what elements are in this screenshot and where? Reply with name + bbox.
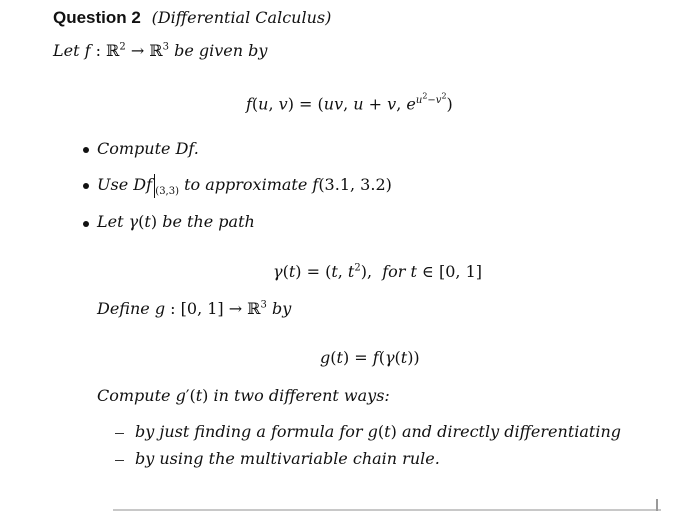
bullet-dot	[83, 221, 89, 227]
dash-marker	[115, 460, 124, 461]
bullet-dot	[83, 183, 89, 189]
definition-f: f(u, v) = (uv, u + v, $e^{u^2-v^2}$)	[246, 92, 453, 114]
bullet-path-intro: Let γ(t) be the path	[97, 212, 255, 231]
define-g: Define g : [0, 1] → ℝ$^3$ by	[97, 299, 292, 318]
method-chain-rule: by using the multivariable chain rule.	[135, 449, 440, 468]
method-direct: by just finding a formula for g(t) and directly differentiating	[135, 422, 621, 441]
question-label: Question 2	[53, 8, 141, 27]
bullet-approximate: Use Df $_{(3,3)}$ to approximate f(3.1, 3.2)	[97, 175, 392, 198]
dash-marker	[115, 433, 124, 434]
g-equation: g(t) = f(γ(t))	[320, 348, 420, 367]
intro-line: Let f : ℝ$^2$ → ℝ$^3$ be given by	[53, 41, 268, 60]
question-subtitle: (Differential Calculus)	[151, 8, 332, 27]
question-title	[53, 8, 331, 28]
bullet-compute-df: Compute Df.	[97, 139, 199, 158]
page-bottom-border	[113, 509, 661, 511]
compute-g-prime: Compute g′(t) in two different ways:	[97, 386, 390, 405]
path-equation: γ(t) = (t, $t^2$), for t ∈ [0, 1]	[273, 262, 482, 281]
page-corner-mark	[656, 499, 658, 511]
bullet-dot	[83, 147, 89, 153]
